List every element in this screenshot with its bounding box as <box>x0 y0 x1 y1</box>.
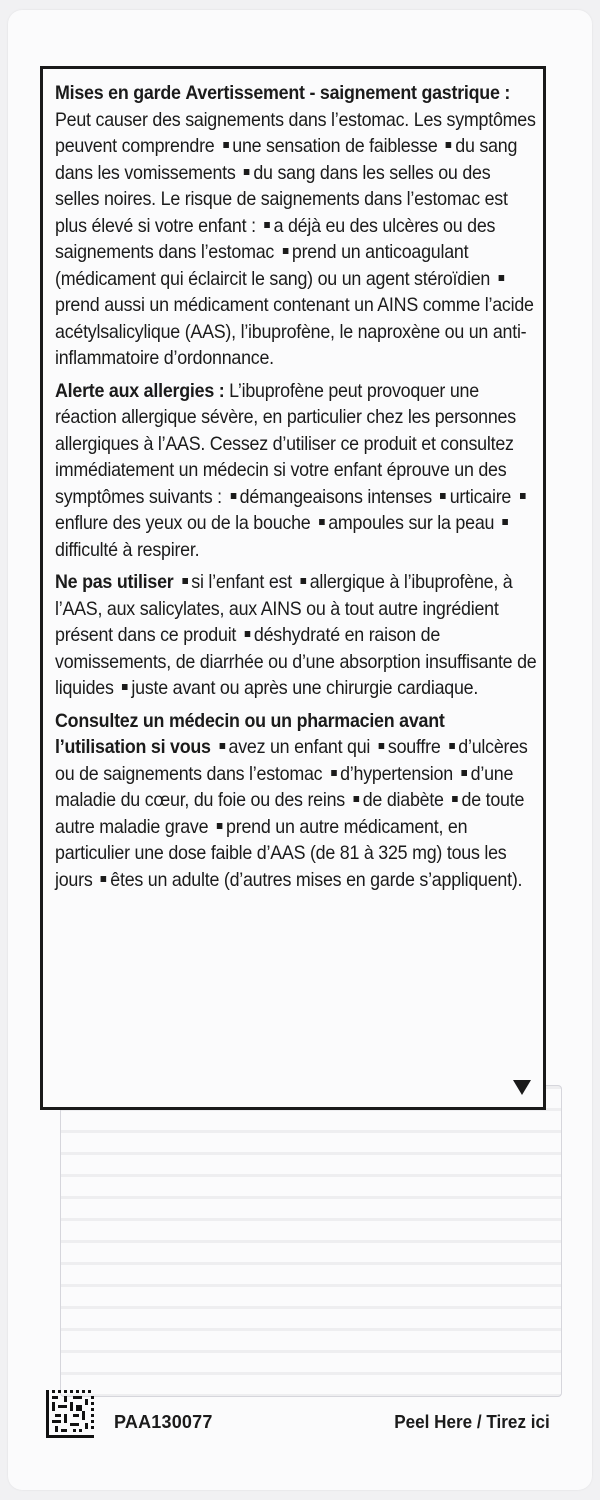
text: Peut causer des saignements dans l’estomac. Les symptômes peuvent comprendre <box>55 109 536 157</box>
product-code: PAA130077 <box>114 1412 213 1432</box>
show-through-print <box>60 1085 562 1397</box>
bullet-icon <box>264 222 270 228</box>
datamatrix-barcode-icon <box>46 1390 94 1438</box>
bullet-text: allergique à l’ibuprofène, à l’AAS, aux salicylates, aux AINS ou à tout autre ingrédient présent dans ce produit <box>55 572 513 646</box>
bullet-text: si l’enfant est <box>191 572 292 593</box>
bullet-text: a déjà eu des ulcères ou des saignements dans l’estomac <box>55 215 496 263</box>
bullet-icon <box>503 519 509 525</box>
warnings-heading: Mises en garde <box>55 83 181 104</box>
down-triangle-icon <box>513 1080 531 1095</box>
bullet-text: d’ulcères ou de saignements dans l’estomac <box>55 737 528 785</box>
bullet-icon <box>446 142 452 148</box>
bullet-icon <box>244 169 250 175</box>
bullet-text: juste avant ou après une chirurgie cardiaque. <box>131 678 479 699</box>
bullet-text: prend un anticoagulant (médicament qui éclaircit le sang) ou un agent stéroïdien <box>55 242 491 290</box>
bullet-text: de diabète <box>362 790 444 811</box>
bullet-text: déshydraté en raison de vomissements, de diarrhée ou d’une absorption insuffisante de liquides <box>55 625 537 699</box>
text: Le risque de saignements dans l’estomac est plus élevé si votre enfant : <box>55 189 508 237</box>
bullet-icon <box>223 142 229 148</box>
text: L’ibuprofène peut provoquer une réaction allergique sévère, en particulier chez les personnes allergiques à l’AAS. Cessez d’utiliser ce produit et consultez immédiatement un médecin si votre enfant éprouve un des symptômes suivants : <box>55 380 516 508</box>
bullet-icon <box>449 743 455 749</box>
bullet-icon <box>440 493 446 499</box>
bullet-icon <box>245 631 251 637</box>
bullet-icon <box>379 743 385 749</box>
bullet-text: enflure des yeux ou de la bouche <box>55 513 311 534</box>
gastric-subheading: Avertissement - saignement gastrique : <box>185 83 511 104</box>
warnings-panel <box>40 66 546 1110</box>
bullet-text: ampoules sur la peau <box>328 513 495 534</box>
bullet-icon <box>219 743 225 749</box>
bullet-text: urticaire <box>449 486 512 508</box>
bullet-text: du sang dans les vomissements <box>55 136 518 184</box>
bullet-icon <box>452 796 458 802</box>
bullet-icon <box>101 876 107 882</box>
bullet-text: difficulté à respirer. <box>55 539 200 561</box>
bullet-text: prend aussi un médicament contenant un AINS comme l’acide acétylsalicylique (AAS), l’ibuprofène, le naproxène ou un anti-inflammatoire d’ordonnance. <box>55 295 534 369</box>
do-not-use-heading: Ne pas utiliser <box>55 572 174 593</box>
bullet-icon <box>353 796 359 802</box>
bullet-icon <box>520 493 526 499</box>
bullet-icon <box>461 770 467 776</box>
bullet-icon <box>182 578 188 584</box>
bullet-text: prend un autre médicament, en particulier une dose faible d’AAS (de 81 à 325 mg) tous les jours <box>55 816 507 891</box>
ask-doctor-section <box>55 709 539 895</box>
peel-here-tab[interactable]: Peel Here / Tirez ici <box>394 1412 550 1432</box>
bullet-text: avez un enfant qui <box>228 737 371 758</box>
bullet-text: du sang dans les selles ou des selles noires. <box>55 162 491 210</box>
bullet-icon <box>230 493 236 499</box>
do-not-use-section <box>55 570 539 703</box>
bullet-icon <box>122 684 128 690</box>
bullet-text: êtes un adulte (d’autres mises en garde s’appliquent). <box>110 869 523 891</box>
bullet-text: d’une maladie du cœur, du foie ou des reins <box>55 763 514 811</box>
bullet-icon <box>283 248 289 254</box>
bullet-icon <box>300 578 306 584</box>
bullet-text: souffre <box>387 737 441 758</box>
gastric-bleeding-warning <box>55 81 539 373</box>
bullet-text: de toute autre maladie grave <box>55 790 525 838</box>
allergy-heading: Alerte aux allergies : <box>55 380 225 402</box>
allergy-alert <box>55 379 539 565</box>
bullet-icon <box>319 519 325 525</box>
bullet-text: démangeaisons intenses <box>239 486 432 508</box>
bullet-text: une sensation de faiblesse <box>232 136 438 157</box>
bullet-icon <box>499 275 505 281</box>
ask-doctor-heading: Consultez un médecin ou un pharmacien avant l’utilisation si vous <box>55 710 445 758</box>
bullet-icon <box>331 770 337 776</box>
bullet-text: d’hypertension <box>340 763 453 785</box>
bullet-icon <box>217 823 223 829</box>
